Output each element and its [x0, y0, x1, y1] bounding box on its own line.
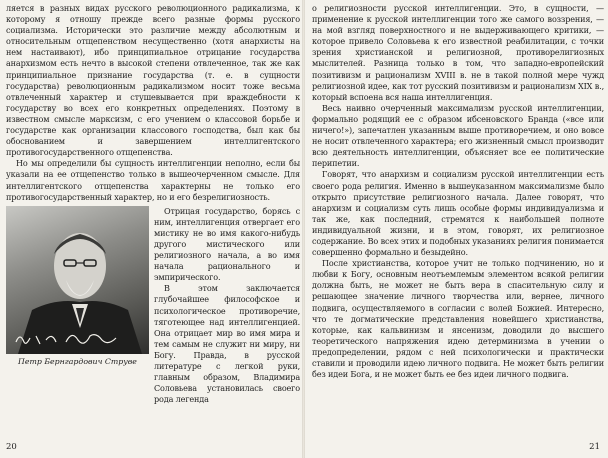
right-page-text [312, 3, 604, 380]
page-number: 20 [6, 442, 17, 452]
paragraph: После христианства, которое учит не только подчинению, но и любви к Богу, основным неотъемлемым элементом всякой религии должна быть, не может не быть вера в спасительную силу и решающее значение личного творчества или, вернее, личного подвига, осуществляемого в согласии с волей Божией. Интересно, что те догматические представления новейшего христианства, которые, как кальвинизм и янсенизм, доводили до высшего теоретического напряжения идею детерминизма в учении о предопределении, рядом с ней психологически и практически ставили и проводили идею личного подвига. Не может быть религии без идеи Бога, и не может быть ее без идеи личного подвига. [312, 258, 604, 380]
figure-side-text [154, 206, 300, 406]
paragraph: Весь наивно очерченный максимализм русской интеллигенции, формально родящий ее с образом ибсеновского Бранда («все или ничего!»), запечатлен указанным выше противоречием, и оно вовсе не носит отвлеченного характера; его жизненный смысл производит всю деятельность интеллигенции, объясняет все ее политические перипетии. [312, 102, 604, 169]
page-number: 21 [589, 442, 600, 452]
paragraph: Но мы определили бы сущность интеллигенции неполно, если бы указали на ее отщепенство только в вышеочерченном смысле. Для интеллигентского отщепенства характерны не только его противогосударственный характер, но и его безрелигиозность. [6, 158, 300, 202]
paragraph: о религиозности русской интеллигенции. Это, в сущности, — применение к русской интеллигенции того же самого воззрения, — на мой взгляд поверхностного и не выдерживающего критики, — которое привело Соловьева к его известной реабилитации, с точки зрения христианской и религиозной, противорелигиозных мыслителей. Разница только в том, что западно-европейский позитивизм и рационализм XVIII в. не в такой полной мере чужд религиозной идее, как тот русский позитивизм и рационализм XIX в., который вспоена вся наша интеллигенция. [312, 3, 604, 102]
figure-caption: Петр Бернгардович Струве [18, 356, 137, 366]
portrait-photo [6, 206, 149, 354]
paragraph: В этом заключается глубочайшее философское и психологическое противоречие, тяготеющее над интеллигенцией. Она отрицает мир во имя мира и тем самым не служит ни миру, ни Богу. Правда, в русской литературе с легкой руки, главным образом, Владимира Соловьева установилась своего рода легенда [154, 283, 300, 405]
paragraph: ляется в разных видах русского революционного радикализма, к которому я отношу прежде всего разные формы русского социализма. Исторически это различие между абсолютным и относительным отщепенством несущественно (хотя анархисты на нем настаивают), ибо принципиальное отрицание государства анархизмом есть нечто в высокой степени отвлеченное, так же как принципиальное признание государства (т. е. в сущности государства) революционным радикализмом носит тоже весьма отвлеченный характер и стушевывается при враждебности к государству во всех его конкретных определениях. Поэтому в известном смысле марксизм, с его учением о классовой борьбе и государстве как организации классового господства, был как бы обоснованием и завершением интеллигентского противогосударственного отщепенства. [6, 3, 300, 158]
right-page [304, 0, 608, 458]
paragraph: Говорят, что анархизм и социализм русской интеллигенции есть своего рода религия. Именно в вышеуказанном максимализме было открыто присутствие религиозного начала. Далее говорят, что анархизм и социализм суть лишь особые формы индивидуализма и так же, как последний, стремятся к наибольшей полноте индивидуальной жизни, и в этом, говорят, их религиозное содержание. Во всех этих и подобных указаниях религия понимается совершенно формально и безыдейно. [312, 169, 604, 258]
figure-row [6, 206, 300, 406]
handwritten-signature [6, 328, 149, 350]
left-page-text [6, 3, 300, 203]
portrait-figure [6, 206, 149, 406]
paragraph: Отрицая государство, борясь с ним, интеллигенция отвергает его мистику не во имя какого-нибудь другого мистического или религиозного начала, а во имя начала рационального и эмпирического. [154, 205, 300, 283]
